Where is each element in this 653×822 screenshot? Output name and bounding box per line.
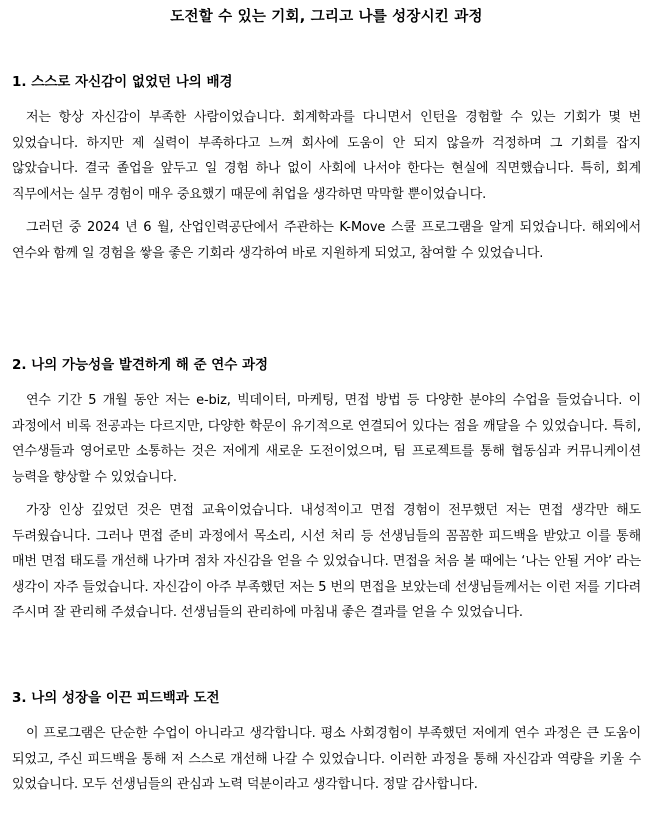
paragraph: 저는 항상 자신감이 부족한 사람이었습니다. 회계학과를 다니면서 인턴을 경험할 수 있는 기회가 몇 번 있었습니다. 하지만 제 실력이 부족하다고 느껴 회사에 도움이 안 되지 않을까 걱정하며 그 기회를 잡지 않았습니다. 결국 졸업을 앞두고 일 경험 하나 없이 사회에 나서야 한다는 현실에 직면했습니다. 특히, 회계 직무에서는 실무 경험이 매우 중요했기 때문에 취업을 생각하면 막막할 뿐이었습니다. (12, 110, 641, 202)
document-title: 도전할 수 있는 기회, 그리고 나를 성장시킨 과정 (170, 9, 483, 25)
section-body (12, 721, 641, 798)
section-body (12, 388, 641, 626)
paragraph: 그러던 중 2024 년 6 월, 산업인력공단에서 주관하는 K-Move 스쿨 프로그램을 알게 되었습니다. 해외에서 연수와 함께 일 경험을 쌓을 좋은 기회라 생각하여 바로 지원하게 되었고, 참여할 수 있었습니다. (12, 220, 641, 261)
section-training (12, 355, 641, 626)
paragraph: 가장 인상 깊었던 것은 면접 교육이었습니다. 내성적이고 면접 경험이 전무했던 저는 면접 생각만 해도 두려웠습니다. 그러나 면접 준비 과정에서 목소리, 시선 처리 등 선생님들의 꼼꼼한 피드백을 받았고 이를 통해 매번 면접 태도를 개선해 나가며 점차 자신감을 얻을 수 있었습니다. 면접을 처음 볼 때에는 ‘나는 안될 거야’ 라는 생각이 자주 들었습니다. 자신감이 아주 부족했던 저는 5 번의 면접을 보았는데 선생님들께서는 이런 저를 기다려 주시며 잘 관리해 주셨습니다. 선생님들의 관리하에 마침내 좋은 결과를 얻을 수 있었습니다. (12, 503, 641, 620)
section-growth (12, 688, 641, 798)
paragraph: 이 프로그램은 단순한 수업이 아니라고 생각합니다. 평소 사회경험이 부족했던 저에게 연수 과정은 큰 도움이 되었고, 주신 피드백을 통해 저 스스로 개선해 나갈 수 있었습니다. 이러한 과정을 통해 자신감과 역량을 키울 수 있었습니다. 모두 선생님들의 관심과 노력 덕분이라고 생각합니다. 정말 감사합니다. (12, 726, 641, 792)
section-heading: 3. 나의 성장을 이끈 피드백과 도전 (12, 690, 220, 706)
section-background (12, 72, 641, 266)
section-heading: 2. 나의 가능성을 발견하게 해 준 연수 과정 (12, 357, 269, 373)
paragraph: 연수 기간 5 개월 동안 저는 e-biz, 빅데이터, 마케팅, 면접 방법 등 다양한 분야의 수업을 들었습니다. 이 과정에서 비록 전공과는 다르지만, 다양한 학문이 유기적으로 연결되어 있다는 점을 깨달을 수 있었습니다. 특히, 연수생들과 영어로만 소통하는 것은 저에게 새로운 도전이었으며, 팀 프로젝트를 통해 협동심과 커뮤니케이션 능력을 향상할 수 있었습니다. (12, 393, 642, 485)
section-body (12, 105, 641, 266)
section-heading: 1. 스스로 자신감이 없었던 나의 배경 (12, 74, 233, 90)
